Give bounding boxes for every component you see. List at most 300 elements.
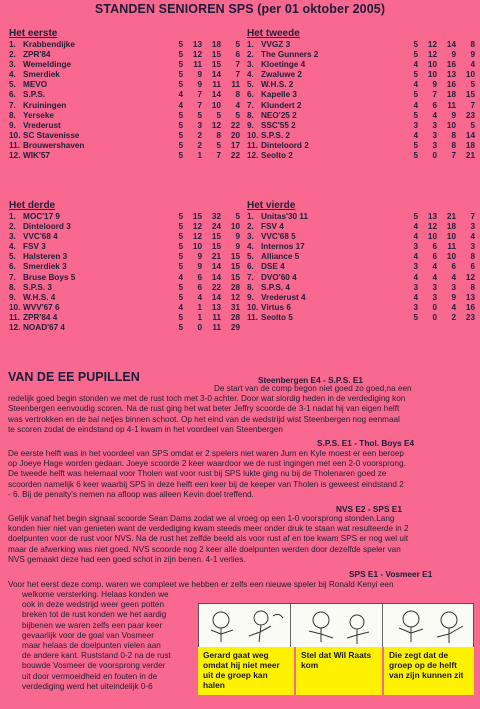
cartoon-strip <box>198 603 474 648</box>
team-name <box>9 283 52 293</box>
points: 11 <box>193 60 202 70</box>
goals-for: 15 <box>211 50 221 60</box>
goals-against: 12 <box>465 272 475 282</box>
match-report <box>22 590 171 692</box>
goals-for: 10 <box>446 232 456 242</box>
goals-for: 9 <box>451 110 456 120</box>
standings-row <box>9 111 244 121</box>
goals-for: 32 <box>211 212 221 221</box>
goals-against: 28 <box>230 282 240 292</box>
points: 10 <box>427 70 437 80</box>
report-line: doelpunten voor de rust voor NVS. Na de rust het zelfde beeld als voor rust af en toe kwam SPS er nog wel uit <box>8 534 409 544</box>
goals-for: 10 <box>211 100 221 110</box>
team-rank: 6. <box>9 90 16 100</box>
games-played: 5 <box>178 110 183 120</box>
points: 0 <box>432 302 437 312</box>
report-line: De eerste helft was in het voordeel van SPS omdat er 2 spelers niet waren Jurn en Kyle moest er een beroep <box>8 449 404 458</box>
points: 7 <box>197 100 202 110</box>
team-name <box>9 80 47 90</box>
team-name <box>9 131 79 141</box>
games-played: 5 <box>413 50 418 60</box>
team-rank: 11. <box>9 312 20 322</box>
points: 13 <box>192 40 202 49</box>
team-label: Dinteloord 2 <box>261 140 309 150</box>
goals-for: 8 <box>451 140 456 150</box>
games-played: 5 <box>178 312 183 322</box>
team-name <box>9 151 50 161</box>
team-label: S.P.S. 4 <box>261 282 290 292</box>
team-name <box>247 131 290 141</box>
goals-for: 21 <box>446 212 456 221</box>
cartoon-panel-3 <box>383 604 474 647</box>
goals-against: 9 <box>470 50 475 60</box>
team-label: W.H.S. 2 <box>261 80 294 90</box>
goals-for: 3 <box>451 282 456 292</box>
team-label: ZPR'84 4 <box>23 312 58 322</box>
goals-for: 4 <box>451 302 456 312</box>
points: 5 <box>197 110 202 120</box>
team-rank: 8. <box>9 282 16 292</box>
points: 15 <box>192 212 202 221</box>
report-line: breken tot de rust konden we het aardig <box>22 610 167 620</box>
games-played: 4 <box>178 100 183 110</box>
goals-for: 21 <box>211 252 221 262</box>
goals-against: 7 <box>235 70 240 80</box>
points: 9 <box>197 252 202 262</box>
team-name <box>247 141 309 151</box>
goals-for: 8 <box>216 130 221 140</box>
standings-row <box>247 262 480 272</box>
standings-row <box>9 212 244 222</box>
goals-against: 9 <box>235 232 240 242</box>
standings-row <box>9 90 244 100</box>
team-label: Klundert 2 <box>261 100 302 110</box>
goals-against: 5 <box>235 40 240 49</box>
points: 10 <box>427 232 437 242</box>
team-name <box>247 252 299 262</box>
team-rank: 8. <box>247 282 254 292</box>
standings-row <box>9 273 244 283</box>
goals-against: 31 <box>230 302 240 312</box>
points: 1 <box>197 312 202 322</box>
team-label: Zwaluwe 2 <box>261 70 302 80</box>
goals-against: 11 <box>231 80 240 90</box>
standings-row <box>247 60 480 70</box>
team-name <box>247 273 297 283</box>
report-line: gevaarlijk voor de goal van Vosmeer <box>22 630 154 640</box>
goals-for: 16 <box>446 60 456 70</box>
games-played: 4 <box>413 232 418 242</box>
games-played: 5 <box>178 70 183 80</box>
points: 6 <box>197 282 202 292</box>
games-played: 3 <box>413 262 418 272</box>
team-label: Smerdiek <box>23 70 60 80</box>
team-rank: 1. <box>247 212 254 221</box>
team-label: Alliance 5 <box>261 252 300 262</box>
goals-for: 15 <box>211 242 221 252</box>
team-label: Bruse Boys 5 <box>23 272 76 282</box>
goals-against: 7 <box>235 60 240 70</box>
games-played: 5 <box>413 312 418 322</box>
games-played: 5 <box>413 151 418 161</box>
team-name <box>247 212 308 222</box>
goals-against: 8 <box>470 40 475 49</box>
team-label: Halsteren 3 <box>23 252 68 262</box>
goals-for: 14 <box>211 272 221 282</box>
team-rank: 11. <box>247 140 258 150</box>
team-rank: 6. <box>247 90 254 100</box>
games-played: 5 <box>178 222 183 232</box>
points: 3 <box>432 282 437 292</box>
goals-for: 18 <box>446 222 456 232</box>
standings-row <box>247 151 480 161</box>
team-name <box>247 262 285 272</box>
team-rank: 10. <box>9 302 21 312</box>
points: 6 <box>432 100 437 110</box>
goals-against: 9 <box>235 242 240 252</box>
goals-for: 16 <box>446 80 456 90</box>
team-name <box>247 242 305 252</box>
match-report <box>8 514 409 565</box>
games-played: 5 <box>178 262 183 272</box>
standings-row <box>9 50 244 60</box>
standings-row <box>9 141 244 151</box>
team-label: S.P.S. 3 <box>23 282 52 292</box>
standings-row <box>9 303 244 313</box>
goals-against: 4 <box>235 100 240 110</box>
standings-heading: Het eerste <box>9 28 58 39</box>
team-label: W.H.S. 4 <box>23 292 56 302</box>
goals-against: 5 <box>470 80 475 90</box>
points: 4 <box>197 292 202 302</box>
team-name <box>9 303 60 313</box>
standings-row <box>247 252 480 262</box>
games-played: 5 <box>178 40 183 49</box>
match-title: NVS E2 - SPS E1 <box>336 504 402 514</box>
team-rank: 12. <box>9 151 21 161</box>
team-label: WVV'67 6 <box>23 302 60 312</box>
points: 3 <box>432 130 437 140</box>
goals-against: 6 <box>470 262 475 272</box>
team-label: Brouwershaven <box>23 140 85 150</box>
games-played: 4 <box>413 100 418 110</box>
games-played: 3 <box>413 282 418 292</box>
team-name <box>9 111 54 121</box>
points: 6 <box>432 242 437 252</box>
team-label: Dinteloord 3 <box>23 222 71 232</box>
goals-against: 23 <box>465 312 475 322</box>
games-played: 4 <box>413 272 418 282</box>
team-name <box>247 50 318 60</box>
team-rank: 6. <box>9 262 16 272</box>
standings-row <box>247 212 480 222</box>
goals-for: 9 <box>451 50 456 60</box>
goals-for: 18 <box>211 40 221 49</box>
team-label: Seolto 2 <box>261 151 293 161</box>
cartoon-captions <box>198 647 474 695</box>
team-rank: 4. <box>247 242 254 252</box>
points: 3 <box>432 140 437 150</box>
standings-row <box>9 60 244 70</box>
games-played: 4 <box>413 130 418 140</box>
points: 4 <box>432 272 437 282</box>
team-rank: 9. <box>9 292 16 302</box>
team-rank: 5. <box>247 80 254 90</box>
cartoon-panel-2 <box>291 604 383 647</box>
standings-row <box>247 121 480 131</box>
team-rank: 1. <box>9 40 16 49</box>
team-label: Krabbendijke <box>23 40 75 49</box>
team-name <box>247 121 296 131</box>
games-played: 5 <box>178 212 183 221</box>
standings-row <box>9 313 244 323</box>
report-line: te scoren zodat de eindstand op 4-1 kwam in het voordeel van Steenbergen <box>8 424 283 434</box>
team-name <box>247 90 297 100</box>
goals-against: 28 <box>230 312 240 322</box>
points: 9 <box>432 80 437 90</box>
report-line: was vertrokken en de bal netjes binnen schoot. Op het eind van de wedstrijd wist Steenbergen nog eenmaal <box>8 414 400 424</box>
cartoon-drawing-icon <box>291 604 382 647</box>
team-label: ZPR'84 <box>23 50 51 60</box>
team-rank: 8. <box>247 110 254 120</box>
team-rank: 3. <box>9 232 16 242</box>
team-rank: 9. <box>247 120 254 130</box>
goals-against: 17 <box>230 140 240 150</box>
report-line: maar helaas de doelpunten vielen aan <box>22 641 161 651</box>
points: 10 <box>192 242 202 252</box>
goals-for: 11 <box>212 80 221 90</box>
team-name <box>9 242 46 252</box>
standings-row <box>247 70 480 80</box>
standings-row <box>9 252 244 262</box>
team-rank: 5. <box>9 80 16 90</box>
standings-vierde <box>247 200 480 323</box>
games-played: 5 <box>178 282 183 292</box>
standings-row <box>247 313 480 323</box>
report-line: - 6. Bij de penalty's nemen na afloop was alleen Kevin doel treffend. <box>8 489 254 499</box>
games-played: 4 <box>178 302 183 312</box>
team-rank: 9. <box>247 292 254 302</box>
goals-for: 7 <box>216 151 221 161</box>
caption-2: Stel dat Wil Raats kom <box>296 647 384 695</box>
team-name <box>247 313 293 323</box>
games-played: 5 <box>178 50 183 60</box>
report-line: redelijk goed begin stonden we met de rust toch met 3-0 achter. Door wat slordig heden in de verdediging kon <box>8 394 406 404</box>
goals-against: 18 <box>465 140 475 150</box>
games-played: 5 <box>178 130 183 140</box>
points: 3 <box>432 292 437 302</box>
standings-row <box>9 283 244 293</box>
points: 9 <box>197 80 202 90</box>
match-title: Steenbergen E4 - S.P.S. E1 <box>258 375 363 385</box>
team-name <box>247 60 305 70</box>
team-label: VVC'68 5 <box>261 232 296 242</box>
report-line: scoorden namelijk 6 keer waarbij SPS in deze helft een keer bij de keeper van Tholen is geweest eindstand 2 <box>8 479 404 489</box>
games-played: 5 <box>413 70 418 80</box>
standings-row <box>247 273 480 283</box>
team-label: S.P.S. 2 <box>261 130 290 140</box>
standings-row <box>9 40 244 50</box>
goals-against: 15 <box>230 252 240 262</box>
team-name <box>247 80 293 90</box>
standings-row <box>9 80 244 90</box>
team-name <box>247 293 306 303</box>
standings-row <box>247 50 480 60</box>
goals-for: 11 <box>447 100 456 110</box>
goals-for: 10 <box>446 252 456 262</box>
team-label: WIK'57 <box>23 151 50 161</box>
points: 9 <box>197 70 202 80</box>
points: 0 <box>432 312 437 322</box>
team-label: The Gunners 2 <box>261 50 319 60</box>
goals-against: 7 <box>470 212 475 221</box>
team-rank: 9. <box>9 120 16 130</box>
caption-1: Gerard gaat weg omdat hij niet meer uit de groep kan halen <box>198 647 296 695</box>
goals-for: 14 <box>211 262 221 272</box>
standings-row <box>9 131 244 141</box>
cartoon-panel-1 <box>199 604 291 647</box>
team-name <box>247 70 302 80</box>
points: 3 <box>197 120 202 130</box>
games-played: 5 <box>413 140 418 150</box>
team-name <box>9 293 55 303</box>
team-name <box>247 111 297 121</box>
goals-for: 8 <box>451 130 456 140</box>
team-label: VVGZ 3 <box>261 40 291 49</box>
goals-for: 4 <box>451 272 456 282</box>
goals-against: 3 <box>470 222 475 232</box>
report-line: De tweede helft was helemaal voor Tholen wat voor rust bij SPS lukte ging nu bij de Tholenaren goed ze <box>8 469 387 479</box>
goals-for: 13 <box>211 302 221 312</box>
standings-row <box>9 222 244 232</box>
standings-row <box>9 242 244 252</box>
team-name <box>247 283 290 293</box>
team-rank: 10. <box>9 130 21 140</box>
standings-row <box>9 262 244 272</box>
goals-against: 15 <box>230 272 240 282</box>
team-name <box>9 101 66 111</box>
team-rank: 1. <box>247 40 254 49</box>
team-label: Internos 17 <box>261 242 305 252</box>
match-report <box>8 384 412 435</box>
games-played: 5 <box>178 292 183 302</box>
team-name <box>9 90 45 100</box>
team-rank: 3. <box>247 232 254 242</box>
report-line: Voor het eerst deze comp. waren we compleet we hebben er zelfs een nieuwe speler bij Ronald Kenyi een <box>8 580 394 589</box>
team-name <box>9 40 75 50</box>
standings-row <box>247 293 480 303</box>
team-label: Virtus 6 <box>261 302 291 312</box>
standings-heading: Het tweede <box>247 28 300 39</box>
team-rank: 4. <box>9 70 16 80</box>
team-name <box>247 40 290 50</box>
team-rank: 3. <box>247 60 254 70</box>
goals-against: 22 <box>230 120 240 130</box>
standings-row <box>9 121 244 131</box>
standings-derde <box>9 200 244 333</box>
goals-against: 21 <box>465 151 475 161</box>
team-name <box>9 262 67 272</box>
standings-heading: Het derde <box>9 200 56 211</box>
points: 6 <box>432 252 437 262</box>
points: 1 <box>197 302 202 312</box>
goals-against: 15 <box>230 262 240 272</box>
team-label: S.P.S. <box>23 90 46 100</box>
goals-for: 12 <box>211 120 221 130</box>
team-label: Smerdiek 3 <box>23 262 67 272</box>
report-line: Gelijk vanaf het begin signaal scoorde Sean Dams zodat we al vroeg op een 1-0 voorsprong stonden.Lang <box>8 514 395 523</box>
points: 13 <box>427 212 437 221</box>
team-name <box>9 232 58 242</box>
goals-for: 14 <box>446 40 456 49</box>
report-line: konden hier niet van genieten want de verdediging kwam steeds meer onder druk te staan wat resulteerde in 2 <box>8 524 409 534</box>
games-played: 3 <box>413 302 418 312</box>
goals-for: 5 <box>216 140 221 150</box>
games-played: 4 <box>413 80 418 90</box>
goals-against: 4 <box>470 60 475 70</box>
games-played: 4 <box>413 292 418 302</box>
team-label: NEO'25 2 <box>261 110 297 120</box>
report-line: bijbenen we waren zelfs een paar keer <box>22 620 163 630</box>
report-line: NVS gemaakt deze had een goed schot in zijn benen. 4-1 verlies. <box>8 554 246 564</box>
team-rank: 2. <box>9 222 16 232</box>
report-line: De start van de comp begon niet goed zo goed,na een <box>214 384 412 393</box>
points: 12 <box>192 222 202 232</box>
goals-for: 10 <box>446 120 456 130</box>
goals-for: 6 <box>451 262 456 272</box>
standings-row <box>9 151 244 161</box>
team-rank: 3. <box>9 60 16 70</box>
standings-row <box>247 101 480 111</box>
goals-against: 7 <box>470 100 475 110</box>
team-label: Unitas'30 11 <box>261 212 309 221</box>
games-played: 5 <box>178 323 183 333</box>
team-name <box>247 232 296 242</box>
goals-for: 9 <box>451 292 456 302</box>
standings-row <box>247 141 480 151</box>
standings-eerste <box>9 28 244 161</box>
standings-row <box>247 283 480 293</box>
goals-for: 18 <box>446 90 456 100</box>
team-label: VVC'68 4 <box>23 232 58 242</box>
team-rank: 10. <box>247 130 259 140</box>
games-played: 5 <box>413 40 418 49</box>
goals-for: 14 <box>211 70 221 80</box>
goals-for: 11 <box>447 242 456 252</box>
match-title: S.P.S. E1 - Thol. Boys E4 <box>317 438 415 448</box>
goals-for: 7 <box>451 151 456 161</box>
games-played: 4 <box>413 222 418 232</box>
team-name <box>9 273 75 283</box>
team-label: Seolto 5 <box>261 312 293 322</box>
team-label: FSV 4 <box>261 222 284 232</box>
team-label: Vrederust 4 <box>261 292 306 302</box>
team-rank: 1. <box>9 212 16 221</box>
goals-against: 20 <box>230 130 240 140</box>
team-label: SSC'55 2 <box>261 120 296 130</box>
standings-row <box>247 90 480 100</box>
goals-for: 11 <box>212 312 221 322</box>
points: 10 <box>427 60 437 70</box>
games-played: 4 <box>178 272 183 282</box>
team-label: Wemeldinge <box>23 60 72 70</box>
team-label: FSV 3 <box>23 242 46 252</box>
games-played: 5 <box>178 151 183 161</box>
points: 3 <box>432 120 437 130</box>
goals-against: 3 <box>470 242 475 252</box>
team-label: Vrederust <box>23 120 61 130</box>
team-name <box>9 121 61 131</box>
